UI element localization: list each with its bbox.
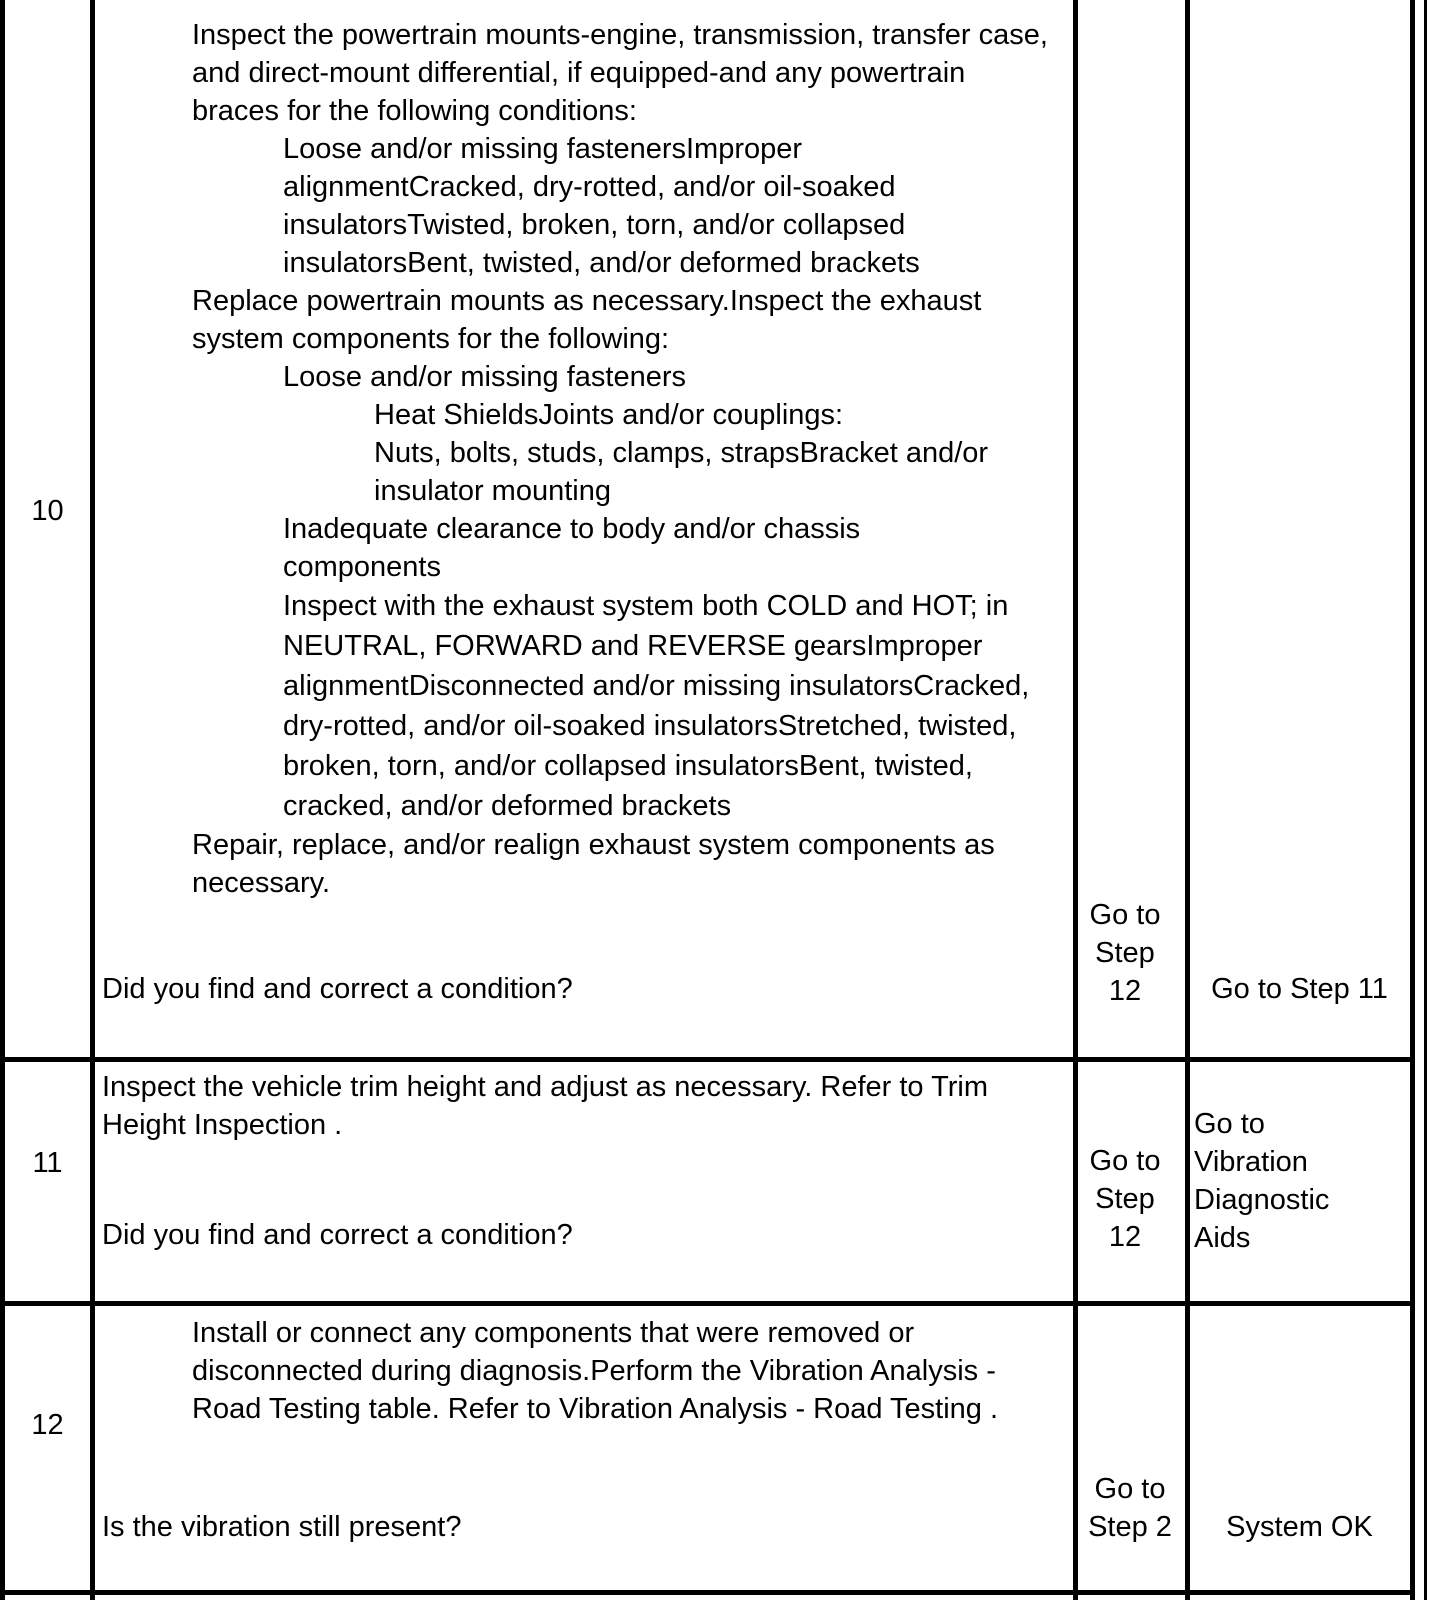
step-action bbox=[100, 16, 1070, 902]
yes-action: Go to Step 12 bbox=[1089, 899, 1161, 1007]
column-divider-no bbox=[1185, 0, 1190, 1600]
action-text: Loose and/or missing fasteners bbox=[283, 361, 686, 393]
action-text: Heat ShieldsJoints and/or couplings: bbox=[374, 399, 844, 431]
no-action: Go to Vibration Diagnostic Aids bbox=[1194, 1108, 1330, 1254]
step-question: Did you find and correct a condition? bbox=[102, 1219, 573, 1251]
step-number: 11 bbox=[32, 1147, 63, 1179]
yes-action: Go to Step 12 bbox=[1089, 1145, 1161, 1253]
row-divider-11-12 bbox=[5, 1301, 1410, 1306]
action-text: Replace powertrain mounts as necessary.Inspect the exhaust system components for the following: bbox=[192, 285, 982, 355]
no-action: Go to Step 11 bbox=[1211, 973, 1388, 1005]
action-text: Loose and/or missing fastenersImproper alignmentCracked, dry-rotted, and/or oil-soaked insulatorsTwisted, broken, torn, and/or collapsed insulatorsBent, twisted, and/or deformed brackets bbox=[283, 133, 920, 279]
row-divider-10-11 bbox=[5, 1057, 1410, 1062]
yes-action: Go to Step 2 bbox=[1088, 1473, 1172, 1543]
step-question: Did you find and correct a condition? bbox=[102, 973, 573, 1005]
table-outer-edge bbox=[1424, 0, 1427, 1600]
step-question: Is the vibration still present? bbox=[102, 1511, 462, 1543]
table-border-left bbox=[0, 0, 5, 1600]
no-action: System OK bbox=[1226, 1511, 1373, 1543]
action-text: Install or connect any components that were removed or disconnected during diagnosis.Perform the Vibration Analysis - Road Testing table. Refer to Vibration Analysis - Road Testing . bbox=[192, 1317, 999, 1425]
action-text: Nuts, bolts, studs, clamps, strapsBracket and/or insulator mounting bbox=[374, 437, 989, 507]
step-number: 12 bbox=[31, 1409, 64, 1441]
action-text: Inspect the vehicle trim height and adjust as necessary. Refer to Trim Height Inspection . bbox=[102, 1071, 988, 1141]
action-text: Repair, replace, and/or realign exhaust system components as necessary. bbox=[192, 829, 995, 899]
action-text: Inspect with the exhaust system both COLD and HOT; in NEUTRAL, FORWARD and REVERSE gearsImproper alignmentDisconnected and/or missing insulatorsCracked, dry-rotted, and/or oil-soaked insulatorsStretched, twisted, broken, torn, and/or collapsed insulatorsBent, twisted, cracked, and/or deformed brackets bbox=[283, 590, 1030, 822]
step-number: 10 bbox=[31, 495, 64, 527]
action-text: Inadequate clearance to body and/or chassis components bbox=[283, 513, 861, 583]
table-border-right bbox=[1410, 0, 1415, 1600]
column-divider-step bbox=[90, 0, 95, 1600]
table-border-bottom bbox=[5, 1590, 1410, 1595]
action-text: Inspect the powertrain mounts-engine, transmission, transfer case, and direct-mount differential, if equipped-and any powertrain braces for the following conditions: bbox=[192, 19, 1048, 127]
column-divider-yes bbox=[1073, 0, 1078, 1600]
